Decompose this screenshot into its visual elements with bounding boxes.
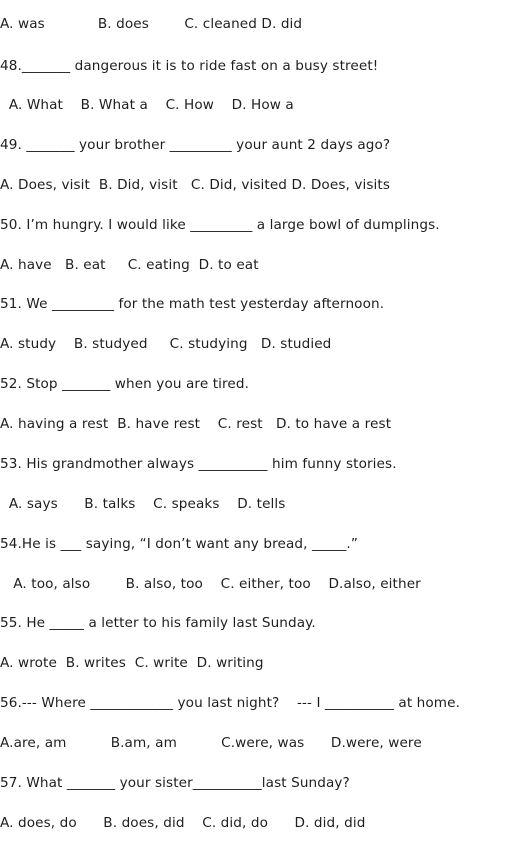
q47-options: A. was B. does C. cleaned D. did: [0, 16, 303, 32]
q55-options: A. wrote B. writes C. write D. writing: [0, 655, 264, 671]
q49-options: A. Does, visit B. Did, visit C. Did, visited D. Does, visits: [0, 177, 391, 193]
q50-question: 50. I’m hungry. I would like _________ a large bowl of dumplings.: [0, 217, 440, 233]
q54-options: A. too, also B. also, too C. either, too D.also, either: [0, 576, 421, 592]
q49-question: 49. _______ your brother _________ your aunt 2 days ago?: [0, 137, 391, 153]
q57-question: 57. What _______ your sister__________last Sunday?: [0, 775, 350, 791]
q51-question: 51. We _________ for the math test yesterday afternoon.: [0, 296, 385, 312]
q52-question: 52. Stop _______ when you are tired.: [0, 376, 250, 392]
q54-question: 54.He is ___ saying, “I don’t want any bread, _____.”: [0, 536, 359, 552]
q56-options: A.are, am B.am, am C.were, was D.were, were: [0, 735, 422, 751]
q51-options: A. study B. studyed C. studying D. studied: [0, 336, 332, 352]
q48-options: A. What B. What a C. How D. How a: [0, 97, 294, 113]
q48-question: 48._______ dangerous it is to ride fast on a busy street!: [0, 58, 379, 74]
q53-question: 53. His grandmother always __________ him funny stories.: [0, 456, 397, 472]
q50-options: A. have B. eat C. eating D. to eat: [0, 257, 259, 273]
q56-question: 56.--- Where ____________ you last night? --- I __________ at home.: [0, 695, 461, 711]
q55-question: 55. He _____ a letter to his family last Sunday.: [0, 615, 316, 631]
q57-options: A. does, do B. does, did C. did, do D. did, did: [0, 815, 366, 831]
q53-options: A. says B. talks C. speaks D. tells: [0, 496, 286, 512]
q52-options: A. having a rest B. have rest C. rest D. to have a rest: [0, 416, 392, 432]
